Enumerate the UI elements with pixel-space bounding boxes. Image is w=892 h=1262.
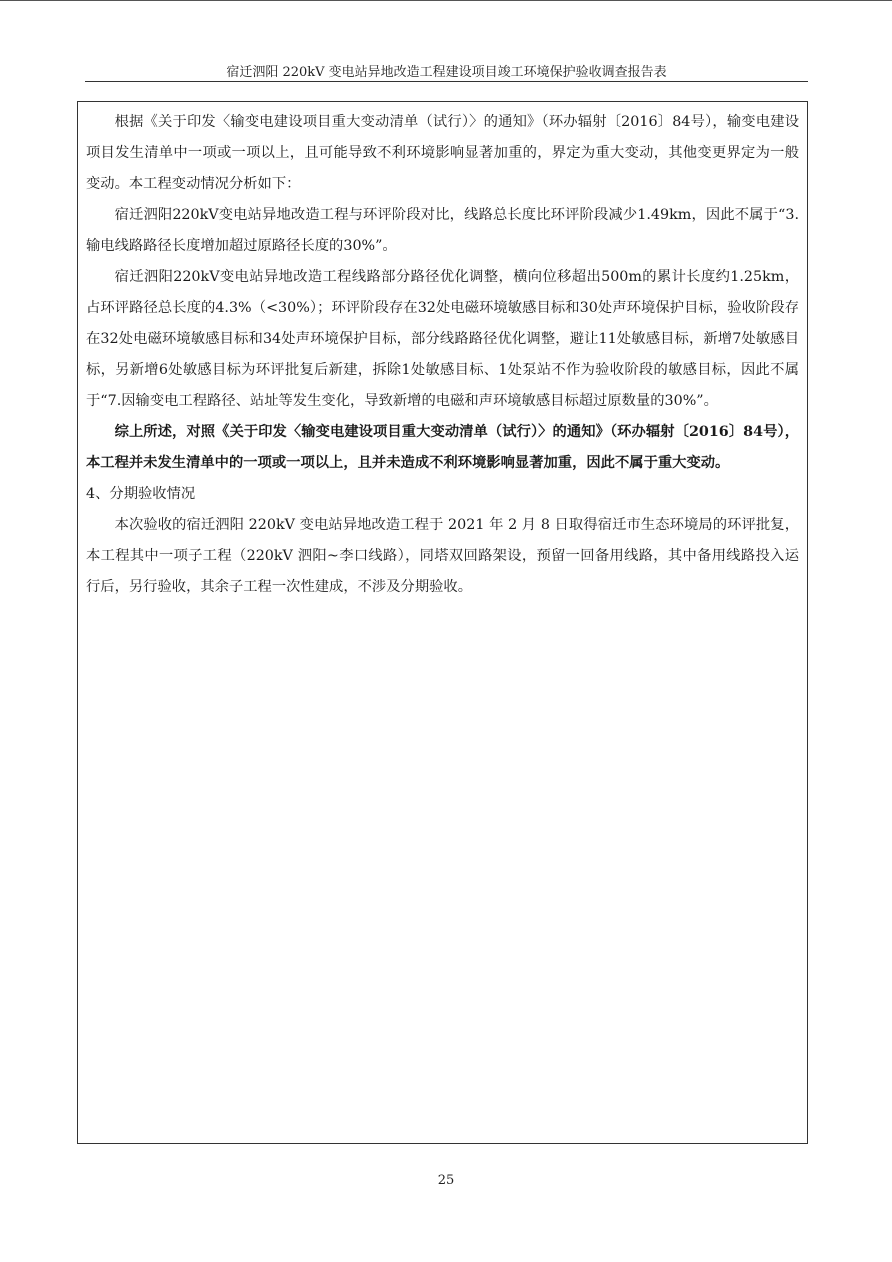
page-number: 25: [437, 1173, 455, 1188]
header-rule: [85, 81, 808, 82]
paragraph-conclusion: 综上所述，对照《关于印发〈输变电建设项目重大变动清单（试行）〉的通知》（环办辐射〔2016〕84号），本工程并未发生清单中的一项或一项以上，且并未造成不利环境影响显著加重，因此不属于重大变动。: [86, 424, 799, 471]
paragraph-line-length: 宿迁泗阳220kV变电站异地改造工程与环评阶段对比，线路总长度比环评阶段减少1.49km，因此不属于“3.输电线路路径长度增加超过原路径长度的30%”。: [86, 207, 799, 254]
section-heading-phased-acceptance: 4、分期验收情况: [86, 486, 196, 502]
page-top-border: [0, 0, 892, 1]
content-text: [86, 107, 799, 603]
paragraph-sensitive-targets: 宿迁泗阳220kV变电站异地改造工程线路部分路径优化调整，横向位移超出500m的累计长度约1.25km，占环评路径总长度的4.3%（<30%）；环评阶段存在32处电磁环境敏感目标和30处声环境保护目标，验收阶段存在32处电磁环境敏感目标和34处声环境保护目标，部分线路路径优化调整，避让11处敏感目标，新增7处敏感目标，另新增6处敏感目标为环评批复后新建，拆除1处敏感目标、1处泵站不作为验收阶段的敏感目标，因此不属于“7.因输变电工程路径、站址等发生变化，导致新增的电磁和声环境敏感目标超过原数量的30%”。: [86, 269, 799, 409]
paragraph-phased-acceptance: 本次验收的宿迁泗阳 220kV 变电站异地改造工程于 2021 年 2 月 8 日取得宿迁市生态环境局的环评批复，本工程其中一项子工程（220kV 泗阳~李口线路），同塔双回路架设，预留一回备用线路，其中备用线路投入运行后，另行验收，其余子工程一次性建成，不涉及分期验收。: [86, 517, 799, 595]
page-header-title: 宿迁泗阳 220kV 变电站异地改造工程建设项目竣工环境保护验收调查报告表: [226, 65, 667, 80]
paragraph-intro: 根据《关于印发〈输变电建设项目重大变动清单（试行）〉的通知》（环办辐射〔2016〕84号），输变电建设项目发生清单中一项或一项以上，且可能导致不利环境影响显著加重的，界定为重大变动，其他变更界定为一般变动。本工程变动情况分析如下：: [86, 114, 799, 192]
content-table-cell: [77, 101, 808, 1144]
